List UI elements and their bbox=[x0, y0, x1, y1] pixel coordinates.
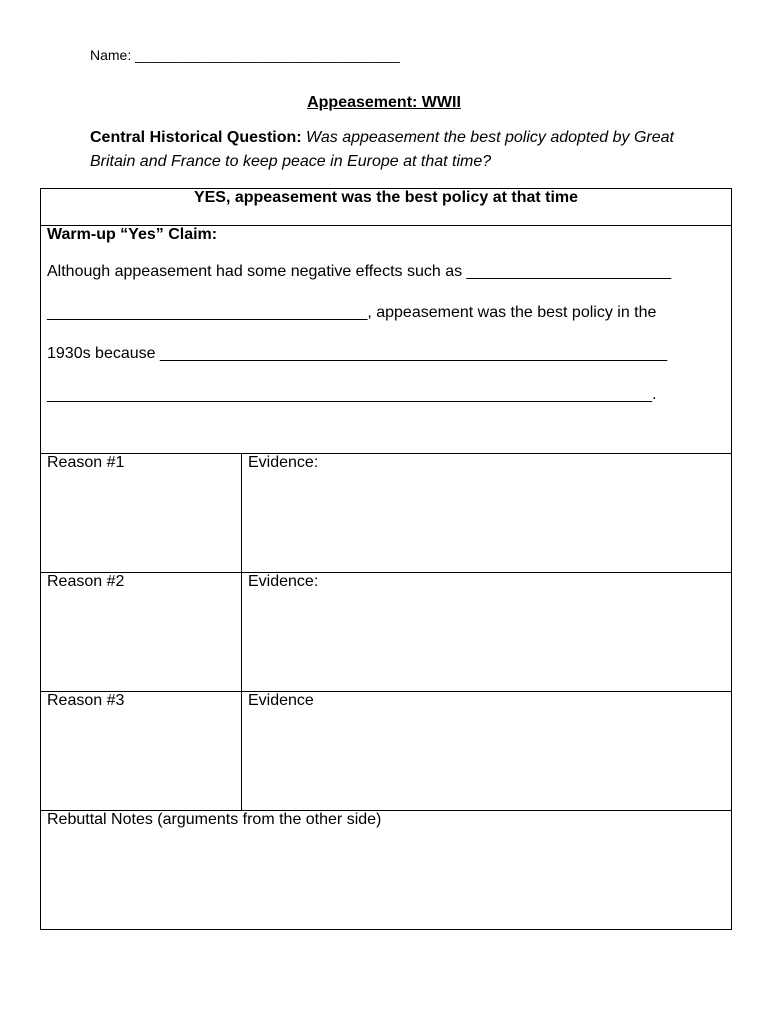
rebuttal-row bbox=[41, 811, 732, 930]
reason-3-cell[interactable]: Reason #3 bbox=[41, 692, 242, 811]
claim-line-3: 1930s because _________________________________________________________ bbox=[47, 345, 668, 362]
question-text: Was appeasement the best policy adopted by Great Britain and France to keep peace in Europe at that time? bbox=[90, 129, 674, 170]
claim-label: Warm-up “Yes” Claim: bbox=[47, 226, 218, 243]
name-field-label: Name: __________________________________ bbox=[90, 47, 400, 63]
rebuttal-notes-cell[interactable]: Rebuttal Notes (arguments from the other side) bbox=[41, 811, 732, 930]
header-row bbox=[41, 189, 732, 226]
claim-line-1: Although appeasement had some negative effects such as _______________________ bbox=[47, 263, 672, 280]
table-header: YES, appeasement was the best policy at that time bbox=[41, 189, 732, 226]
evidence-3-cell[interactable]: Evidence bbox=[242, 692, 732, 811]
evidence-1-cell[interactable]: Evidence: bbox=[242, 454, 732, 573]
reason-2-cell[interactable]: Reason #2 bbox=[41, 573, 242, 692]
question-label: Central Historical Question: bbox=[90, 129, 302, 146]
reason-row-3 bbox=[41, 692, 732, 811]
worksheet-table bbox=[40, 188, 732, 930]
reason-row-1 bbox=[41, 454, 732, 573]
central-historical-question bbox=[90, 126, 690, 174]
reason-1-cell[interactable]: Reason #1 bbox=[41, 454, 242, 573]
claim-cell[interactable] bbox=[41, 226, 732, 454]
page-title: Appeasement: WWII bbox=[307, 94, 461, 111]
claim-row bbox=[41, 226, 732, 454]
claim-line-2: ____________________________________, appeasement was the best policy in the bbox=[47, 304, 657, 321]
reason-row-2 bbox=[41, 573, 732, 692]
evidence-2-cell[interactable]: Evidence: bbox=[242, 573, 732, 692]
claim-line-4: ____________________________________________________________________. bbox=[47, 386, 657, 403]
